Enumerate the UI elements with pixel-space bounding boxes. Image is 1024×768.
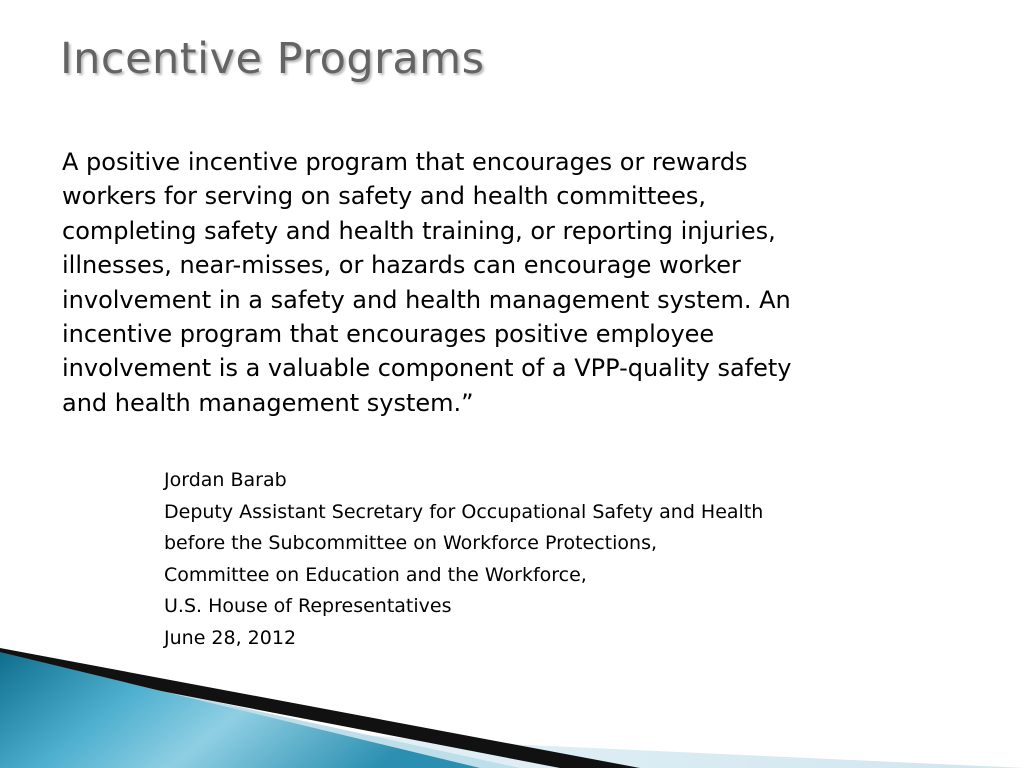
quote-attribution (164, 465, 763, 654)
attribution-role: Deputy Assistant Secretary for Occupational Safety and Health (164, 500, 764, 523)
quote-paragraph (62, 145, 962, 420)
quote-line: incentive program that encourages positive employee (62, 320, 715, 349)
attribution-house: U.S. House of Representatives (164, 595, 452, 617)
attribution-committee: Committee on Education and the Workforce, (164, 563, 587, 586)
quote-line: workers for serving on safety and health committees, (62, 182, 707, 211)
attribution-name: Jordan Barab (164, 469, 287, 491)
attribution-venue: before the Subcommittee on Workforce Protections, (164, 532, 658, 554)
quote-line: completing safety and health training, or reporting injuries, (62, 216, 776, 245)
quote-line: illnesses, near-misses, or hazards can encourage worker (62, 251, 741, 280)
quote-line: involvement is a valuable component of a VPP-quality safety (62, 354, 792, 383)
attribution-date: June 28, 2012 (164, 626, 297, 649)
slide-title: Incentive Programs (60, 34, 485, 84)
quote-line: involvement in a safety and health management system. An (62, 285, 791, 314)
quote-line: A positive incentive program that encourages or rewards (62, 148, 748, 176)
quote-line: and health management system.” (62, 388, 474, 417)
